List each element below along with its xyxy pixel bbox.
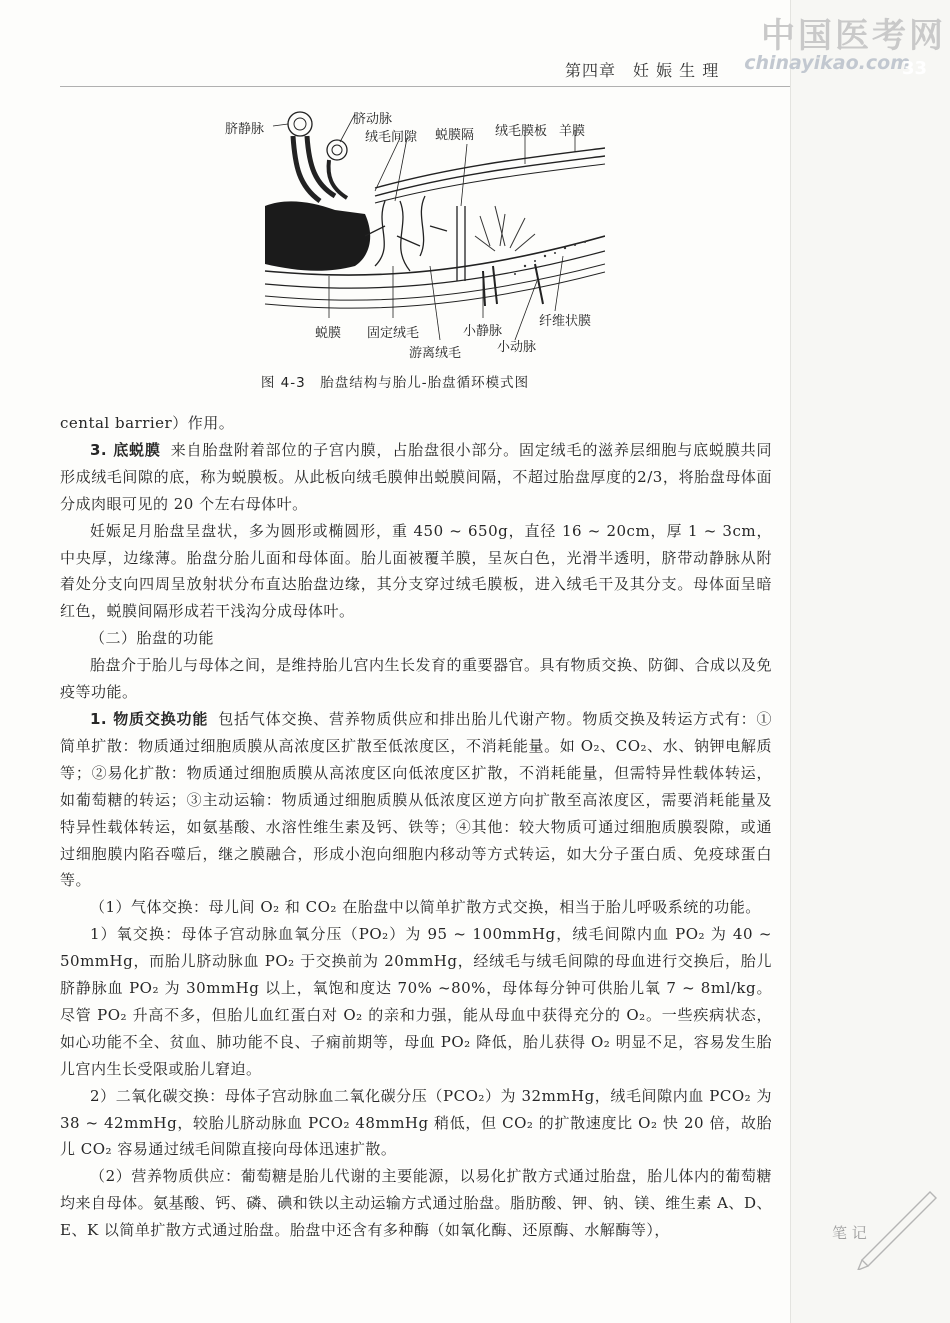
page-margin <box>790 0 950 1323</box>
label-fibrinoid: 纤维状膜 <box>539 314 592 329</box>
figure-caption: 图 4-3 胎盘结构与胎儿-胎盘循环模式图 <box>260 375 530 391</box>
label-chorionic-plate: 绒毛膜板 <box>495 124 548 139</box>
label-anchoring-villus: 固定绒毛 <box>367 326 420 341</box>
placenta-diagram <box>225 106 605 361</box>
label-intervillous-space: 绒毛间隙 <box>365 130 418 145</box>
paragraph-text: 包括气体交换、营养物质供应和排出胎儿代谢产物。物质交换及转运方式有：①简单扩散：物质通过细胞质膜从高浓度区扩散至低浓度区，不消耗能量。如 O₂、CO₂、水、钠钾电解质等；②易化扩散：物质通过细胞质膜从高浓度区向低浓度区扩散，不消耗能量，但需特异性载体转运，如葡萄糖的转运；③主动运输：物质通过细胞质膜从低浓度区逆方向扩散至高浓度区，需要消耗能量及特异性载体转运，如氨基酸、水溶性维生素及钙、铁等；④其他：较大物质可通过细胞质膜裂隙，或通过细胞膜内陷吞噬后，继之膜融合，形成小泡向细胞内移动等方式转运，如大分子蛋白质、免疫球蛋白等。 <box>60 709 772 890</box>
chapter-header: 第四章 妊 娠 生 理 <box>565 61 720 80</box>
paragraph: （2）营养物质供应：葡萄糖是胎儿代谢的主要能源，以易化扩散方式通过胎盘，胎儿体内的葡萄糖均来自母体。氨基酸、钙、磷、碘和铁以主动运输方式通过胎盘。脂肪酸、钾、钠、镁、维生素 A、D、E、K 以简单扩散方式通过胎盘。胎盘中还含有多种酶（如氧化酶、还原酶、水解酶等）， <box>60 1167 772 1240</box>
paragraph-text: 来自胎盘附着部位的子宫内膜，占胎盘很小部分。固定绒毛的滋养层细胞与底蜕膜共同形成绒毛间隙的底，称为蜕膜板。从此板向绒毛膜伸出蜕膜间隔，不超过胎盘厚度的2/3，将胎盘母体面分成肉眼可见的 20 个左右母体叶。 <box>60 440 772 513</box>
paragraph: 1）氧交换：母体子宫动脉血氧分压（PO₂）为 95 ~ 100mmHg，绒毛间隙内血 PO₂ 为 40 ~ 50mmHg，而胎儿脐动脉血 PO₂ 于交换前为 20mmHg，经绒毛与绒毛间隙的母血进行交换后，胎儿脐静脉血 PO₂ 为 30mmHg 以上，氧饱和度达 70% ~80%，母体每分钟可供胎儿氧 7 ~ 8ml/kg。尽管 PO₂ 升高不多，但胎儿血红蛋白对 O₂ 的亲和力强，能从母血中获得充分的 O₂。一些疾病状态，如心功能不全、贫血、肺功能不良、子痫前期等，母血 PO₂ 降低，胎儿获得 O₂ 明显不足，容易发生胎儿宫内生长受限或胎儿窘迫。 <box>60 925 772 1078</box>
paragraph-lead: 1. 物质交换功能 <box>90 709 209 728</box>
body-text <box>60 410 772 1244</box>
label-decidual-septum: 蜕膜隔 <box>435 128 475 143</box>
label-free-villus: 游离绒毛 <box>409 346 462 361</box>
paragraph-lead: 3. 底蜕膜 <box>90 440 161 459</box>
paragraph: （1）气体交换：母儿间 O₂ 和 CO₂ 在胎盘中以简单扩散方式交换，相当于胎儿呼吸系统的功能。 <box>90 898 761 917</box>
paragraph <box>60 706 772 894</box>
watermark-logo: 中国医考网 <box>761 16 946 56</box>
label-umbilical-vein: 脐静脉 <box>225 122 265 137</box>
header-divider <box>60 86 790 87</box>
label-arteriole: 小动脉 <box>497 340 537 355</box>
label-amnion: 羊膜 <box>559 124 586 139</box>
notes-label: 笔 记 <box>832 1224 867 1242</box>
label-venule: 小静脉 <box>463 324 503 339</box>
page-number: 33 <box>902 58 928 79</box>
paragraph: cental barrier）作用。 <box>60 414 235 432</box>
section-title: （二）胎盘的功能 <box>90 629 215 648</box>
pencil-icon <box>852 1180 942 1270</box>
watermark-url: chinayikao.com <box>744 52 910 74</box>
paragraph: 胎盘介于胎儿与母体之间，是维持胎儿宫内生长发育的重要器官。具有物质交换、防御、合成以及免疫等功能。 <box>60 656 773 702</box>
label-decidua: 蜕膜 <box>315 326 342 341</box>
label-umbilical-artery: 脐动脉 <box>353 112 393 127</box>
paragraph: 2）二氧化碳交换：母体子宫动脉血二氧化碳分压（PCO₂）为 32mmHg，绒毛间隙内血 PCO₂ 为 38 ~ 42mmHg，较胎儿脐动脉血 PCO₂ 48mmHg 稍低，但 CO₂ 的扩散速度比 O₂ 快 20 倍，故胎儿 CO₂ 容易通过绒毛间隙直接向母体迅速扩散。 <box>60 1086 772 1159</box>
paragraph <box>60 437 772 518</box>
paragraph: 妊娠足月胎盘呈盘状，多为圆形或椭圆形，重 450 ~ 650g，直径 16 ~ 20cm，厚 1 ~ 3cm，中央厚，边缘薄。胎盘分胎儿面和母体面。胎儿面被覆羊膜，呈灰白色，光滑半透明，脐带动静脉从附着处分支向四周呈放射状分布直达胎盘边缘，其分支穿过绒毛膜板，进入绒毛干及其分支。母体面呈暗红色，蜕膜间隔形成若干浅沟分成母体叶。 <box>60 521 772 621</box>
